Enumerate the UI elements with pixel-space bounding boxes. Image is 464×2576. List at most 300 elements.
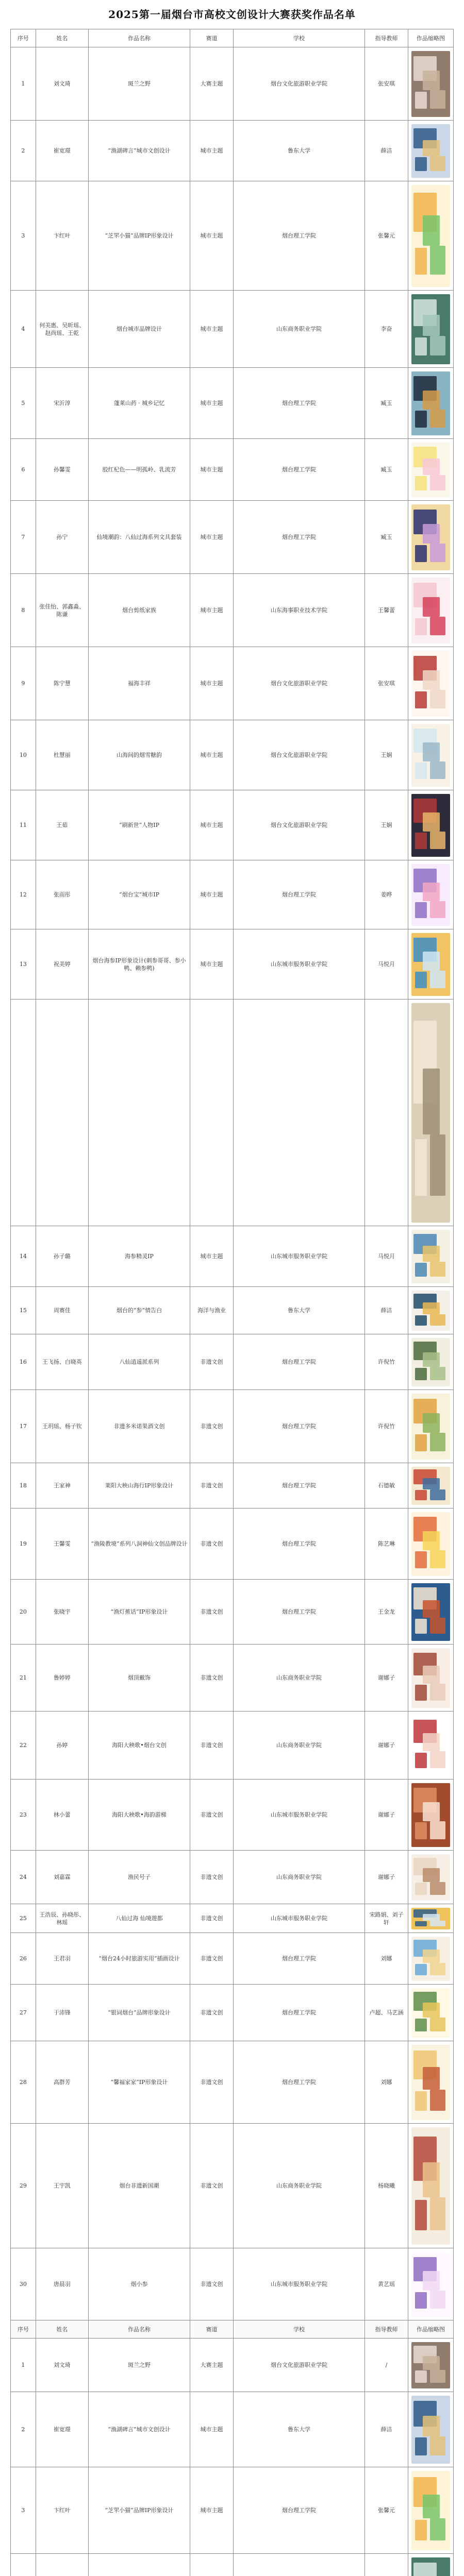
- thumbnail-block: [415, 476, 427, 490]
- track: 非遗文创: [190, 1509, 234, 1580]
- school: 山东商务职业学院: [233, 1711, 364, 1780]
- school: 山东城市服务职业学院: [233, 1780, 364, 1851]
- thumbnail-block: [423, 1531, 440, 1550]
- row-number: 27: [11, 1985, 36, 2041]
- participant-name: 王馨雯: [36, 1509, 88, 1580]
- thumbnail-block: [415, 833, 427, 849]
- track: 非遗文创: [190, 2248, 234, 2320]
- track: 城市主题: [190, 790, 234, 860]
- track: 城市主题: [190, 1226, 234, 1287]
- work-thumbnail: [408, 2392, 453, 2467]
- column-header: 学校: [233, 29, 364, 47]
- work-title: 非遗多米诺果酒文创: [88, 1390, 190, 1463]
- thumbnail-block: [415, 2019, 427, 2031]
- thumbnail-image: [411, 933, 450, 996]
- thumbnail-block: [430, 1489, 445, 1500]
- thumbnail-block: [415, 1921, 427, 1927]
- thumbnail-block: [415, 1490, 427, 1500]
- school: 山东商务职业学院: [233, 2124, 364, 2248]
- work-thumbnail: [408, 121, 453, 181]
- school: 烟台理工学院: [233, 1334, 364, 1390]
- track: 非遗文创: [190, 2041, 234, 2124]
- row-number: 8: [11, 574, 36, 647]
- participant-name: [36, 2554, 88, 2576]
- participant-name: 刘文琦: [36, 47, 88, 121]
- thumbnail-block: [430, 156, 445, 171]
- thumbnail-block: [415, 2437, 427, 2455]
- work-title: 海参精灵IP: [88, 1226, 190, 1287]
- advisor: 臧玉: [365, 439, 408, 501]
- row-number: 23: [11, 1780, 36, 1851]
- school: 鲁东大学: [233, 121, 364, 181]
- track: 大赛主题: [190, 2338, 234, 2392]
- advisor: 王娴: [365, 720, 408, 790]
- track: 非遗文创: [190, 2124, 234, 2248]
- work-thumbnail: [408, 1334, 453, 1390]
- work-title: 山海间的烟雪糖韵: [88, 720, 190, 790]
- thumbnail-block: [423, 1352, 440, 1367]
- thumbnail-block: [423, 742, 440, 761]
- table-row: [11, 720, 454, 790]
- table-row: [11, 368, 454, 439]
- thumbnail-block: [430, 2518, 445, 2540]
- table-row: [11, 501, 454, 574]
- thumbnail-block: [430, 1367, 445, 1380]
- work-title: 烟台剪纸家族: [88, 574, 190, 647]
- school: [233, 999, 364, 1226]
- work-thumbnail: [408, 1780, 453, 1851]
- row-number: 18: [11, 1463, 36, 1509]
- row-number: 24: [11, 1851, 36, 1904]
- table-row: [11, 999, 454, 1226]
- thumbnail-block: [415, 1139, 427, 1196]
- track: 城市主题: [190, 2467, 234, 2554]
- school: 烟台理工学院: [233, 1390, 364, 1463]
- track: 海洋与渔业: [190, 1287, 234, 1334]
- participant-name: 高群芳: [36, 2041, 88, 2124]
- thumbnail-block: [415, 762, 427, 779]
- thumbnail-block: [415, 157, 427, 171]
- thumbnail-image: [411, 2557, 450, 2576]
- work-title: “渔湖碑言”城市文创设计: [88, 121, 190, 181]
- thumbnail-block: [423, 670, 440, 690]
- advisor: 谢娜子: [365, 1645, 408, 1711]
- table-row: [11, 2338, 454, 2392]
- school: 烟台理工学院: [233, 501, 364, 574]
- advisor: 宋路娟、刘子轩: [365, 1904, 408, 1933]
- thumbnail-block: [423, 315, 440, 336]
- work-thumbnail: [408, 47, 453, 121]
- participant-name: 孙子璐: [36, 1226, 88, 1287]
- work-title: 海阳大秧歌•烟台文创: [88, 1711, 190, 1780]
- school: 烟台理工学院: [233, 2467, 364, 2554]
- track: 非遗文创: [190, 1390, 234, 1463]
- track: 城市主题: [190, 860, 234, 929]
- thumbnail-image: [411, 651, 450, 717]
- advisor: 张馨元: [365, 181, 408, 291]
- school: 山东城市服务职业学院: [233, 1226, 364, 1287]
- table-row: [11, 1580, 454, 1645]
- work-title: 福海丰祥: [88, 647, 190, 720]
- thumbnail-block: [423, 1868, 440, 1882]
- column-header: 赛道: [190, 2320, 234, 2338]
- track: 城市主题: [190, 929, 234, 999]
- thumbnail-block: [415, 545, 427, 562]
- participant-name: 鲁婷婷: [36, 1645, 88, 1711]
- school: 烟台理工学院: [233, 1463, 364, 1509]
- school: 鲁东大学: [233, 1287, 364, 1334]
- advisor: 薛洁: [365, 1287, 408, 1334]
- table-row: [11, 2554, 454, 2576]
- table-row: [11, 47, 454, 121]
- participant-name: 王茹: [36, 790, 88, 860]
- table-row: [11, 1334, 454, 1390]
- row-number: 6: [11, 439, 36, 501]
- thumbnail-block: [423, 391, 440, 410]
- thumbnail-block: [423, 2067, 440, 2090]
- work-thumbnail: [408, 2041, 453, 2124]
- thumbnail-block: [423, 1914, 440, 1921]
- table-row: [11, 929, 454, 999]
- thumbnail-image: [411, 724, 450, 787]
- work-title: [88, 999, 190, 1226]
- thumbnail-block: [423, 1950, 440, 1963]
- school: 烟台文化旅游职业学院: [233, 2338, 364, 2392]
- advisor: 许倪竹: [365, 1334, 408, 1390]
- participant-name: 王宇凯: [36, 2124, 88, 2248]
- thumbnail-block: [423, 140, 440, 156]
- work-title: “芝罘小猫”品牌IP形象设计: [88, 181, 190, 291]
- advisor: 黄艺瑶: [365, 2248, 408, 2320]
- work-title: 斑兰之野: [88, 2338, 190, 2392]
- thumbnail-block: [423, 812, 440, 832]
- column-header: 作品缩略图: [408, 29, 453, 47]
- work-title: 八仙逍遥派系列: [88, 1334, 190, 1390]
- participant-name: 杜慧丽: [36, 720, 88, 790]
- thumbnail-image: [411, 2045, 450, 2120]
- thumbnail-block: [415, 2520, 427, 2540]
- participant-name: 王浩辰、孙晓彤、林瑶: [36, 1904, 88, 1933]
- advisor: 张安琪: [365, 47, 408, 121]
- row-number: 12: [11, 860, 36, 929]
- row-number: 25: [11, 1904, 36, 1933]
- work-thumbnail: [408, 2124, 453, 2248]
- track: 非遗文创: [190, 1933, 234, 1985]
- work-title: 八仙过海 仙境遊都: [88, 1904, 190, 1933]
- table-row: [11, 790, 454, 860]
- thumbnail-block: [430, 761, 445, 779]
- track: 大赛主题: [190, 47, 234, 121]
- thumbnail-block: [423, 2495, 440, 2518]
- track: 非遗文创: [190, 1780, 234, 1851]
- row-number: 26: [11, 1933, 36, 1985]
- thumbnail-image: [411, 1467, 450, 1505]
- row-number: 28: [11, 2041, 36, 2124]
- work-thumbnail: [408, 1904, 453, 1933]
- row-number: 15: [11, 1287, 36, 1334]
- thumbnail-block: [415, 1434, 427, 1451]
- advisor: 姜晔: [365, 860, 408, 929]
- repeated-header-row: [11, 2320, 454, 2338]
- thumbnail-block: [430, 2197, 445, 2230]
- column-header: 作品名称: [88, 2320, 190, 2338]
- track: 城市主题: [190, 574, 234, 647]
- table-row: [11, 2392, 454, 2467]
- participant-name: 孙婷: [36, 1711, 88, 1780]
- thumbnail-image: [411, 371, 450, 435]
- thumbnail-block: [415, 92, 427, 109]
- thumbnail-block: [413, 2563, 437, 2576]
- header-row: [11, 29, 454, 47]
- thumbnail-block: [415, 1883, 427, 1894]
- table-row: [11, 2467, 454, 2554]
- advisor: 谢娜子: [365, 1711, 408, 1780]
- school: 烟台理工学院: [233, 181, 364, 291]
- advisor: 许倪竹: [365, 1390, 408, 1463]
- thumbnail-image: [411, 1908, 450, 1929]
- thumbnail-block: [430, 1882, 445, 1895]
- advisor: 薛洁: [365, 2392, 408, 2467]
- work-thumbnail: [408, 999, 453, 1226]
- track: 城市主题: [190, 368, 234, 439]
- thumbnail-image: [411, 1003, 450, 1223]
- thumbnail-block: [430, 1550, 445, 1568]
- track: 城市主题: [190, 439, 234, 501]
- participant-name: 卞红叶: [36, 2467, 88, 2554]
- thumbnail-block: [430, 2090, 445, 2111]
- work-title: 蓬莱山药 · 城乡记忆: [88, 368, 190, 439]
- thumbnail-block: [415, 1964, 427, 1975]
- row-number: 4: [11, 291, 36, 368]
- thumbnail-block: [430, 2436, 445, 2455]
- thumbnail-block: [415, 1685, 427, 1700]
- row-number: 17: [11, 1390, 36, 1463]
- row-number: 10: [11, 720, 36, 790]
- table-row: [11, 860, 454, 929]
- school: 山东城市服务职业学院: [233, 929, 364, 999]
- work-thumbnail: [408, 1851, 453, 1904]
- thumbnail-block: [423, 71, 440, 90]
- track: 城市主题: [190, 121, 234, 181]
- table-row: [11, 291, 454, 368]
- column-header: 序号: [11, 2320, 36, 2338]
- row-number: [11, 2554, 36, 2576]
- advisor: 臧玉: [365, 501, 408, 574]
- thumbnail-block: [430, 246, 445, 274]
- participant-name: 张雨彤: [36, 860, 88, 929]
- table-row: [11, 181, 454, 291]
- school: 烟台文化旅游职业学院: [233, 790, 364, 860]
- thumbnail-block: [415, 2091, 427, 2111]
- school: 烟台理工学院: [233, 1509, 364, 1580]
- thumbnail-image: [411, 1291, 450, 1331]
- school: 烟台理工学院: [233, 439, 364, 501]
- work-title: 渔民号子: [88, 1851, 190, 1904]
- advisor: 马悦月: [365, 929, 408, 999]
- row-number: 3: [11, 181, 36, 291]
- thumbnail-block: [430, 1262, 445, 1277]
- table-row: [11, 2124, 454, 2248]
- advisor: 薛洁: [365, 121, 408, 181]
- thumbnail-image: [411, 864, 450, 926]
- advisor: 谢娜子: [365, 1780, 408, 1851]
- work-thumbnail: [408, 929, 453, 999]
- thumbnail-block: [430, 1963, 445, 1975]
- row-number: 1: [11, 2338, 36, 2392]
- work-title: 斑兰之野: [88, 47, 190, 121]
- work-thumbnail: [408, 1985, 453, 2041]
- thumbnail-block: [430, 336, 445, 355]
- row-number: 2: [11, 2392, 36, 2467]
- thumbnail-block: [415, 248, 427, 274]
- thumbnail-block: [430, 690, 445, 708]
- advisor: 石德敏: [365, 1463, 408, 1509]
- school: 烟台理工学院: [233, 1580, 364, 1645]
- track: 非遗文创: [190, 1463, 234, 1509]
- work-title: 仙境潮韵：八仙过海系列文具套装: [88, 501, 190, 574]
- row-number: 20: [11, 1580, 36, 1645]
- track: [190, 2554, 234, 2576]
- thumbnail-image: [411, 578, 450, 643]
- table-row: [11, 1463, 454, 1509]
- row-number: 29: [11, 2124, 36, 2248]
- table-row: [11, 1851, 454, 1904]
- thumbnail-block: [423, 2416, 440, 2436]
- column-header: 作品缩略图: [408, 2320, 453, 2338]
- row-number: 19: [11, 1509, 36, 1580]
- participant-name: 王飞扬、白晓英: [36, 1334, 88, 1390]
- school: 烟台理工学院: [233, 368, 364, 439]
- row-number: 1: [11, 47, 36, 121]
- column-header: 指导教师: [365, 2320, 408, 2338]
- page-title: 2025第一届烟台市高校文创设计大赛获奖作品名单: [108, 8, 356, 21]
- row-number: 21: [11, 1645, 36, 1711]
- thumbnail-block: [415, 2370, 427, 2382]
- thumbnail-image: [411, 1783, 450, 1847]
- work-title: 烟台非遗新国潮: [88, 2124, 190, 2248]
- table-row: [11, 1711, 454, 1780]
- thumbnail-block: [430, 410, 445, 428]
- advisor: 王娴: [365, 790, 408, 860]
- column-header: 姓名: [36, 2320, 88, 2338]
- thumbnail-image: [411, 794, 450, 857]
- table-row: [11, 1904, 454, 1933]
- advisor: 马悦月: [365, 1226, 408, 1287]
- advisor: 卢超、马艺涵: [365, 1985, 408, 2041]
- thumbnail-block: [423, 1069, 440, 1134]
- thumbnail-image: [411, 1230, 450, 1283]
- table-row: [11, 1287, 454, 1334]
- table-row: [11, 1390, 454, 1463]
- thumbnail-block: [430, 90, 445, 109]
- thumbnail-block: [415, 2200, 427, 2230]
- thumbnail-image: [411, 1937, 450, 1981]
- thumbnail-block: [430, 1821, 445, 1839]
- thumbnail-block: [415, 337, 427, 355]
- track: 非遗文创: [190, 1645, 234, 1711]
- thumbnail-block: [415, 1753, 427, 1769]
- table-row: [11, 2248, 454, 2320]
- participant-name: 林小蕾: [36, 1780, 88, 1851]
- participant-name: 何美惠、吴昕瑶、赵尚瑶、王乾: [36, 291, 88, 368]
- thumbnail-block: [415, 618, 427, 635]
- track: 城市主题: [190, 720, 234, 790]
- row-number: 22: [11, 1711, 36, 1780]
- thumbnail-image: [411, 185, 450, 287]
- thumbnail-image: [411, 504, 450, 570]
- thumbnail-image: [411, 1715, 450, 1776]
- row-number: 11: [11, 790, 36, 860]
- work-thumbnail: [408, 1580, 453, 1645]
- thumbnail-image: [411, 1338, 450, 1386]
- thumbnail-block: [423, 952, 440, 971]
- work-thumbnail: [408, 1226, 453, 1287]
- thumbnail-block: [423, 1478, 440, 1489]
- thumbnail-block: [430, 1618, 445, 1634]
- work-thumbnail: [408, 1645, 453, 1711]
- track: 非遗文创: [190, 1851, 234, 1904]
- thumbnail-image: [411, 1988, 450, 2038]
- work-thumbnail: [408, 291, 453, 368]
- row-number: 7: [11, 501, 36, 574]
- column-header: 指导教师: [365, 29, 408, 47]
- work-thumbnail: [408, 2338, 453, 2392]
- advisor: [365, 999, 408, 1226]
- work-title: 胶红杞色——明孤岭、乳流芳: [88, 439, 190, 501]
- work-thumbnail: [408, 647, 453, 720]
- participant-name: 张晓宇: [36, 1580, 88, 1645]
- thumbnail-block: [423, 597, 440, 617]
- thumbnail-block: [430, 832, 445, 849]
- work-title: 烟顶戴饰: [88, 1645, 190, 1711]
- column-header: 赛道: [190, 29, 234, 47]
- thumbnail-block: [415, 1315, 427, 1326]
- row-number: 2: [11, 121, 36, 181]
- work-thumbnail: [408, 1287, 453, 1334]
- track: 非遗文创: [190, 1334, 234, 1390]
- work-thumbnail: [408, 181, 453, 291]
- thumbnail-image: [411, 2252, 450, 2317]
- work-thumbnail: [408, 574, 453, 647]
- advisor: 刘娜: [365, 2041, 408, 2124]
- thumbnail-block: [423, 2162, 440, 2197]
- advisor: 刘娜: [365, 1933, 408, 1985]
- participant-name: 刘嘉霖: [36, 1851, 88, 1904]
- thumbnail-block: [423, 883, 440, 901]
- participant-name: 王玥瑶、杨子钦: [36, 1390, 88, 1463]
- thumbnail-image: [411, 51, 450, 117]
- row-number: 3: [11, 2467, 36, 2554]
- participant-name: 卞红叶: [36, 181, 88, 291]
- participant-name: 崔宽璟: [36, 121, 88, 181]
- school: 山东海事职业技术学院: [233, 574, 364, 647]
- table-row: [11, 1780, 454, 1851]
- row-number: 30: [11, 2248, 36, 2320]
- advisor: 张馨元: [365, 2467, 408, 2554]
- school: 山东商务职业学院: [233, 1851, 364, 1904]
- thumbnail-block: [430, 544, 445, 562]
- work-thumbnail: [408, 439, 453, 501]
- work-title: “馨福家家”IP形象设计: [88, 2041, 190, 2124]
- thumbnail-image: [411, 294, 450, 364]
- participant-name: 周赛佳: [36, 1287, 88, 1334]
- thumbnail-block: [423, 524, 440, 544]
- thumbnail-block: [423, 1666, 440, 1684]
- work-title: “烟台宝”城市IP: [88, 860, 190, 929]
- participant-name: 王家神: [36, 1463, 88, 1509]
- track: 非遗文创: [190, 1580, 234, 1645]
- thumbnail-block: [430, 1751, 445, 1768]
